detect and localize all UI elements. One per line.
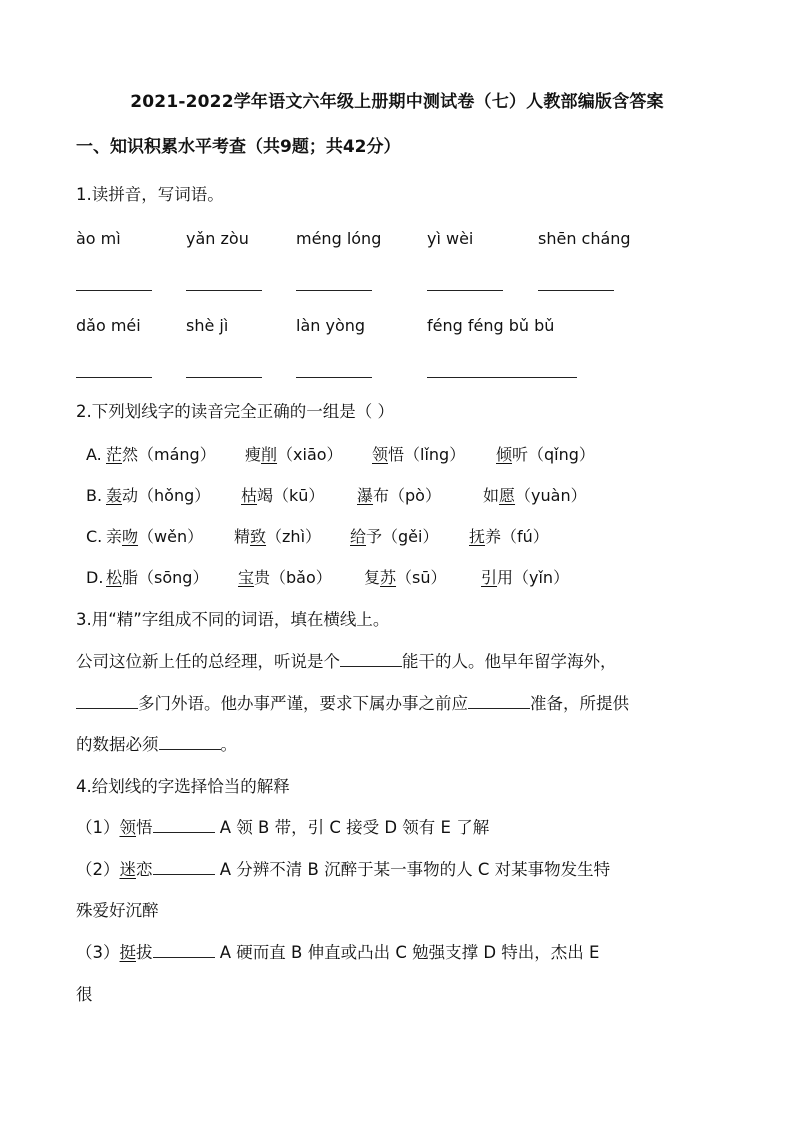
pinyin-item: yì wèi xyxy=(427,229,474,248)
option-label: D. xyxy=(86,568,104,587)
choices: A 硬而直 B 伸直或凸出 C 勉强支撑 D 特出，杰出 E xyxy=(219,943,600,962)
option-item xyxy=(238,567,332,589)
question-4-stem: 4.给划线的字选择恰当的解释 xyxy=(76,777,290,796)
answer-blank[interactable] xyxy=(153,860,215,875)
option-item xyxy=(357,485,441,507)
item-number: （2） xyxy=(76,860,120,879)
underlined-char: 轰 xyxy=(106,486,123,505)
option-item xyxy=(106,567,208,589)
item-text: （xiāo） xyxy=(277,445,343,464)
text: 准备，所提供 xyxy=(530,694,629,713)
pinyin-item: féng féng bǔ bǔ xyxy=(427,316,555,335)
item-prefix: 精 xyxy=(234,527,251,546)
question-3-paragraph-line xyxy=(76,693,629,715)
text: 的数据必须 xyxy=(76,735,159,754)
pinyin-item: yǎn zòu xyxy=(186,229,249,248)
item-text: 用（yǐn） xyxy=(497,568,570,587)
pinyin-item: dǎo méi xyxy=(76,316,141,335)
option-item xyxy=(106,526,203,548)
option-item xyxy=(364,567,447,589)
underlined-char: 茫 xyxy=(106,445,123,464)
choices: A 分辨不清 B 沉醉于某一事物的人 C 对某事物发生特 xyxy=(219,860,611,879)
underlined-char: 削 xyxy=(261,445,278,464)
question-1-stem: 1.读拼音，写词语。 xyxy=(76,185,224,204)
text: 多门外语。他办事严谨，要求下属办事之前应 xyxy=(138,694,468,713)
option-item xyxy=(469,526,549,548)
pinyin-item: ào mì xyxy=(76,229,121,248)
option-item xyxy=(234,526,321,548)
question-4-item-2-continuation: 殊爱好沉醉 xyxy=(76,901,159,920)
underlined-char: 迷 xyxy=(119,860,136,879)
question-2-stem: 2.下列划线字的读音完全正确的一组是（ ） xyxy=(76,402,394,421)
option-item xyxy=(245,444,343,466)
choices: A 领 B 带，引 C 接受 D 领有 E 了解 xyxy=(219,818,490,837)
underlined-char: 吻 xyxy=(122,527,139,546)
option-label: B. xyxy=(86,486,103,505)
pinyin-item: shēn cháng xyxy=(538,229,631,248)
underlined-char: 领 xyxy=(119,818,136,837)
question-3-paragraph-line xyxy=(76,651,617,673)
pinyin-item: làn yòng xyxy=(296,316,366,335)
item-text: 悟（lǐng） xyxy=(388,445,466,464)
underlined-char: 倾 xyxy=(496,445,513,464)
text: 。 xyxy=(220,735,237,754)
underlined-char: 瀑 xyxy=(357,486,374,505)
item-number: （1） xyxy=(76,818,120,837)
item-prefix: 如 xyxy=(483,486,500,505)
option-label: C. xyxy=(86,527,103,546)
item-text: （zhì） xyxy=(266,527,322,546)
answer-blank[interactable] xyxy=(340,652,402,667)
answer-blank[interactable] xyxy=(427,377,577,378)
item-text: 动（hǒng） xyxy=(122,486,211,505)
underlined-char: 宝 xyxy=(238,568,255,587)
underlined-char: 领 xyxy=(372,445,389,464)
answer-blank[interactable] xyxy=(159,735,221,750)
item-text: 予（gěi） xyxy=(366,527,439,546)
option-item xyxy=(241,485,324,507)
underlined-char: 苏 xyxy=(380,568,397,587)
pinyin-item: méng lóng xyxy=(296,229,382,248)
pinyin-item: shè jì xyxy=(186,316,229,335)
section-heading: 一、知识积累水平考查（共9题；共42分） xyxy=(76,137,401,157)
question-3-stem: 3.用“精”字组成不同的词语，填在横线上。 xyxy=(76,610,390,629)
question-4-item-1 xyxy=(76,817,489,839)
answer-blank[interactable] xyxy=(427,290,503,291)
document-title: 2021-2022学年语文六年级上册期中测试卷（七）人教部编版含答案 xyxy=(130,92,664,112)
item-prefix: 瘦 xyxy=(245,445,262,464)
text: 公司这位新上任的总经理，听说是个 xyxy=(76,652,340,671)
item-text: 贵（bǎo） xyxy=(254,568,332,587)
underlined-char: 愿 xyxy=(499,486,516,505)
underlined-char: 抚 xyxy=(469,527,486,546)
option-item xyxy=(483,485,587,507)
answer-blank[interactable] xyxy=(468,694,530,709)
question-4-item-3 xyxy=(76,942,599,964)
option-item xyxy=(106,444,216,466)
underlined-char: 致 xyxy=(250,527,267,546)
underlined-char: 引 xyxy=(481,568,498,587)
underlined-char: 枯 xyxy=(241,486,258,505)
item-text: 脂（sōng） xyxy=(122,568,209,587)
answer-blank[interactable] xyxy=(153,943,215,958)
answer-blank[interactable] xyxy=(76,290,152,291)
item-text: 布（pò） xyxy=(373,486,441,505)
item-text: （yuàn） xyxy=(515,486,587,505)
item-text: 听（qǐng） xyxy=(512,445,595,464)
item-text: 竭（kū） xyxy=(257,486,325,505)
answer-blank[interactable] xyxy=(538,290,614,291)
item-number: （3） xyxy=(76,943,120,962)
answer-blank[interactable] xyxy=(296,290,372,291)
option-label: A. xyxy=(86,445,102,464)
option-item xyxy=(350,526,438,548)
question-4-item-3-continuation: 很 xyxy=(76,985,93,1004)
answer-blank[interactable] xyxy=(296,377,372,378)
word-tail: 悟 xyxy=(136,818,153,837)
answer-blank[interactable] xyxy=(76,377,152,378)
word-tail: 拔 xyxy=(136,943,153,962)
underlined-char: 给 xyxy=(350,527,367,546)
answer-blank[interactable] xyxy=(186,377,262,378)
item-text: （wěn） xyxy=(138,527,204,546)
option-item xyxy=(481,567,569,589)
item-text: （sū） xyxy=(396,568,447,587)
answer-blank[interactable] xyxy=(186,290,262,291)
item-prefix: 复 xyxy=(364,568,381,587)
option-item xyxy=(496,444,595,466)
option-item xyxy=(372,444,465,466)
question-3-paragraph-line xyxy=(76,734,237,756)
item-text: 养（fú） xyxy=(485,527,549,546)
underlined-char: 松 xyxy=(106,568,123,587)
text: 能干的人。他早年留学海外， xyxy=(402,652,617,671)
item-prefix: 亲 xyxy=(106,527,123,546)
underlined-char: 挺 xyxy=(119,943,136,962)
answer-blank[interactable] xyxy=(153,818,215,833)
answer-blank[interactable] xyxy=(76,694,138,709)
item-text: 然（máng） xyxy=(122,445,216,464)
word-tail: 恋 xyxy=(136,860,153,879)
option-item xyxy=(106,485,210,507)
question-4-item-2 xyxy=(76,859,610,881)
